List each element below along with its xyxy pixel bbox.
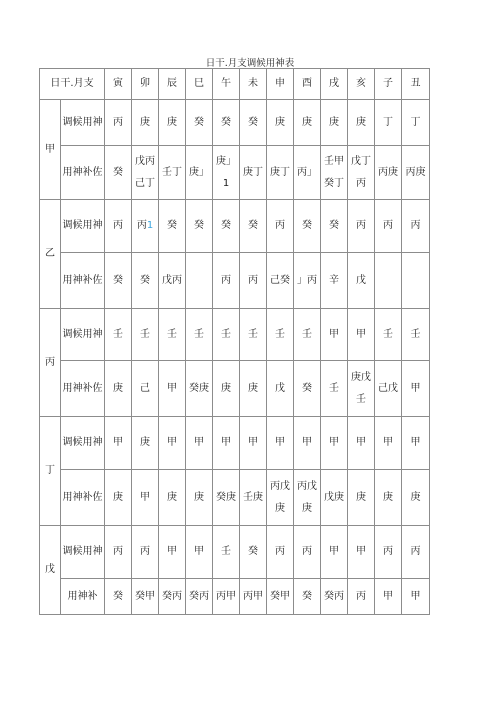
branch-header: 未 <box>240 69 267 100</box>
row-label: 用神补佐 <box>61 253 105 309</box>
table-cell: 甲 <box>159 417 186 470</box>
table-cell: 癸庚 <box>213 470 240 526</box>
table-cell: 庚」 <box>186 146 213 200</box>
day-stem-cell: 甲 <box>40 100 61 200</box>
table-cell: 甲 <box>348 526 375 579</box>
table-cell: 甲 <box>321 526 348 579</box>
table-cell: 癸 <box>105 579 132 615</box>
table-cell: 壬 <box>375 309 402 361</box>
table-row <box>40 309 430 361</box>
table-cell: 丙甲 <box>213 579 240 615</box>
table-cell: 甲 <box>375 579 402 615</box>
table-cell: 甲 <box>213 417 240 470</box>
table-cell: 丙 <box>240 253 267 309</box>
table-cell: 丙 <box>213 253 240 309</box>
branch-header: 申 <box>267 69 294 100</box>
table-cell: 庚 <box>159 100 186 146</box>
branch-header: 辰 <box>159 69 186 100</box>
table-cell: 癸 <box>186 200 213 253</box>
table-cell: 庚 <box>375 470 402 526</box>
table-cell: 癸 <box>321 200 348 253</box>
table-cell: 壬 <box>213 526 240 579</box>
table-cell: 壬 <box>159 309 186 361</box>
row-label: 用神补 <box>61 579 105 615</box>
table-cell: 丙 <box>267 200 294 253</box>
table-row <box>40 470 430 526</box>
table-cell: 壬 <box>294 309 321 361</box>
table-cell: 甲 <box>132 470 159 526</box>
day-stem-cell: 乙 <box>40 200 61 309</box>
table-cell: 癸 <box>105 146 132 200</box>
table-cell: 甲 <box>402 417 430 470</box>
table-cell: 庚 <box>321 100 348 146</box>
table-cell: 丙 <box>105 526 132 579</box>
table-cell: 庚」1 <box>213 146 240 200</box>
table-cell: 癸 <box>294 200 321 253</box>
table-cell: 甲 <box>348 309 375 361</box>
table-cell: 辛 <box>321 253 348 309</box>
table-cell: 壬 <box>132 309 159 361</box>
row-label: 用神补佐 <box>61 470 105 526</box>
table-cell: 庚丁 <box>267 146 294 200</box>
table-cell: 庚 <box>213 361 240 417</box>
table-cell: 甲 <box>186 526 213 579</box>
day-stem-cell: 丙 <box>40 309 61 417</box>
table-cell: 壬甲癸丁 <box>321 146 348 200</box>
table-cell: 甲 <box>186 417 213 470</box>
table-cell: 丙戊庚 <box>294 470 321 526</box>
table-cell: 癸甲 <box>267 579 294 615</box>
table-cell: 丙 <box>375 200 402 253</box>
table-cell: 戊丙 <box>159 253 186 309</box>
table-cell: 甲 <box>105 417 132 470</box>
row-label: 调候用神 <box>61 100 105 146</box>
table-cell: 癸 <box>240 526 267 579</box>
table-cell: 甲 <box>294 417 321 470</box>
branch-header: 子 <box>375 69 402 100</box>
table-cell: 丙 <box>105 200 132 253</box>
tiaohou-table <box>39 68 430 615</box>
table-cell: 庚 <box>132 100 159 146</box>
table-cell: 庚 <box>402 470 430 526</box>
table-cell: 壬庚 <box>240 470 267 526</box>
table-cell: 甲 <box>267 417 294 470</box>
table-cell: 庚 <box>348 100 375 146</box>
table-cell: 庚 <box>267 100 294 146</box>
table-cell: 丙 <box>348 200 375 253</box>
table-row <box>40 100 430 146</box>
table-cell: 丙 <box>132 526 159 579</box>
table-cell: 庚 <box>294 100 321 146</box>
table-cell: 丙庚 <box>402 146 430 200</box>
table-cell: 甲 <box>375 417 402 470</box>
row-label: 调候用神 <box>61 200 105 253</box>
table-cell: 壬 <box>321 361 348 417</box>
table-cell: 甲 <box>321 417 348 470</box>
row-label: 用神补佐 <box>61 146 105 200</box>
table-cell <box>375 253 402 309</box>
table-cell: 甲 <box>159 361 186 417</box>
page-title: 日干.月支调候用神表 <box>205 58 295 69</box>
table-cell: 丙 <box>402 526 430 579</box>
table-cell: 壬 <box>105 309 132 361</box>
table-cell: 癸 <box>159 200 186 253</box>
table-cell: 丁 <box>375 100 402 146</box>
table-cell: 丁 <box>402 100 430 146</box>
row-label: 调候用神 <box>61 526 105 579</box>
table-cell: 癸丙 <box>321 579 348 615</box>
table-cell: 癸 <box>213 100 240 146</box>
table-cell: 戊庚 <box>321 470 348 526</box>
table-cell: 丙庚 <box>375 146 402 200</box>
table-cell: 丙 <box>402 200 430 253</box>
table-cell: 壬 <box>213 309 240 361</box>
table-cell: 己癸 <box>267 253 294 309</box>
table-cell: 庚 <box>240 361 267 417</box>
table-cell: 庚 <box>159 470 186 526</box>
table-cell: 戊丙己丁 <box>132 146 159 200</box>
table-cell: 癸 <box>294 361 321 417</box>
row-label: 调候用神 <box>61 309 105 361</box>
table-cell <box>402 253 430 309</box>
branch-header: 酉 <box>294 69 321 100</box>
row-label: 调候用神 <box>61 417 105 470</box>
table-cell: 丙 <box>348 579 375 615</box>
table-cell: 庚 <box>348 470 375 526</box>
table-cell: 丙 <box>294 526 321 579</box>
table-cell: 庚 <box>186 470 213 526</box>
table-cell: 甲 <box>321 309 348 361</box>
table-body <box>40 100 430 615</box>
table-row <box>40 146 430 200</box>
branch-header: 戌 <box>321 69 348 100</box>
table-cell: 癸丙 <box>159 579 186 615</box>
table-cell: 戊 <box>267 361 294 417</box>
day-stem-cell: 戊 <box>40 526 61 615</box>
branch-header: 亥 <box>348 69 375 100</box>
table-cell: 壬丁 <box>159 146 186 200</box>
table-cell: 癸 <box>105 253 132 309</box>
header-row <box>40 69 430 100</box>
table-cell: 庚戊壬 <box>348 361 375 417</box>
table-cell: 丙 <box>375 526 402 579</box>
table-cell: 壬 <box>186 309 213 361</box>
table-row <box>40 579 430 615</box>
corner-header: 日干.月支 <box>40 69 105 100</box>
branch-header: 卯 <box>132 69 159 100</box>
table-cell: 甲 <box>402 361 430 417</box>
branch-header: 午 <box>213 69 240 100</box>
table-cell: 甲 <box>159 526 186 579</box>
table-cell: 癸 <box>294 579 321 615</box>
table-cell: 庚 <box>132 417 159 470</box>
table-cell: 庚 <box>105 361 132 417</box>
table-cell: 」丙 <box>294 253 321 309</box>
table-row <box>40 253 430 309</box>
table-row <box>40 526 430 579</box>
table-row <box>40 361 430 417</box>
table-cell: 癸甲 <box>132 579 159 615</box>
table-cell: 丙 <box>267 526 294 579</box>
table-cell: 丙1 <box>132 200 159 253</box>
table-cell: 癸 <box>213 200 240 253</box>
table-cell: 癸 <box>186 100 213 146</box>
branch-header: 丑 <box>402 69 430 100</box>
table-cell: 壬 <box>402 309 430 361</box>
table-cell: 壬 <box>240 309 267 361</box>
row-label: 用神补佐 <box>61 361 105 417</box>
day-stem-cell: 丁 <box>40 417 61 526</box>
table-cell: 癸 <box>240 200 267 253</box>
table-cell: 庚丁 <box>240 146 267 200</box>
table-cell: 甲 <box>348 417 375 470</box>
table-cell: 丙戊庚 <box>267 470 294 526</box>
table-row <box>40 200 430 253</box>
table-cell: 癸 <box>132 253 159 309</box>
table-cell: 癸 <box>240 100 267 146</box>
table-cell: 己 <box>132 361 159 417</box>
table-cell: 壬 <box>267 309 294 361</box>
table-cell: 丙甲 <box>240 579 267 615</box>
table-cell: 癸庚 <box>186 361 213 417</box>
table-cell: 己戊 <box>375 361 402 417</box>
branch-header: 巳 <box>186 69 213 100</box>
table-cell: 甲 <box>240 417 267 470</box>
table-cell: 丙」 <box>294 146 321 200</box>
table-cell: 甲 <box>402 579 430 615</box>
table-cell: 戊丁丙 <box>348 146 375 200</box>
table-cell: 戊 <box>348 253 375 309</box>
table-cell: 癸丙 <box>186 579 213 615</box>
branch-header: 寅 <box>105 69 132 100</box>
table-row <box>40 417 430 470</box>
table-cell: 庚 <box>105 470 132 526</box>
table-cell <box>186 253 213 309</box>
table-cell: 丙 <box>105 100 132 146</box>
